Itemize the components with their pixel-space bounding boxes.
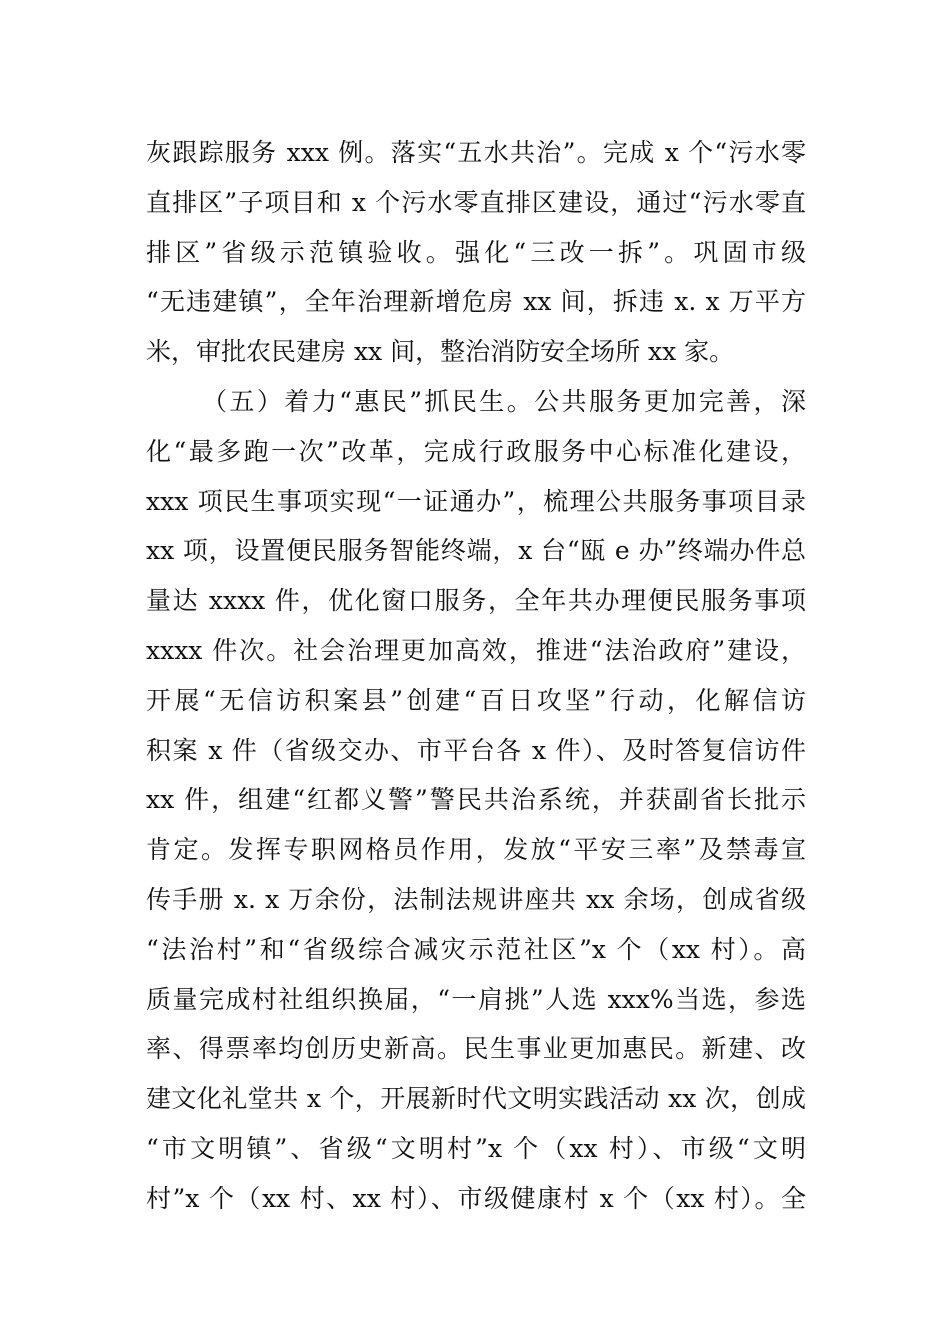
paragraph-1-line: 灰跟踪服务 xxx 例。落实“五水共治”。完成 x 个“污水零 (146, 138, 806, 167)
paragraph-2-line: 肯定。发挥专职网格员作用，发放“平安三率”及禁毒宣 (146, 835, 806, 865)
paragraph-2-line: xx 件，组建“红都义警”警民共治系统，并获副省长批示 (146, 785, 806, 815)
paragraph-2-line: “市文明镇”、省级“文明村”x 个（xx 村）、市级“文明 (146, 1133, 806, 1163)
paragraph-2-line: 开展“无信访积案县”创建“百日攻坚”行动，化解信访 (146, 685, 806, 715)
paragraph-1-line: 排区”省级示范镇验收。强化“三改一拆”。巩固市级 (146, 237, 806, 267)
paragraph-2-line: xxx 项民生事项实现“一证通办”，梳理公共服务事项目录 (146, 486, 806, 516)
paragraph-2-line: 量达 xxxx 件，优化窗口服务，全年共办理便民服务事项 (146, 586, 806, 616)
paragraph-2-line: 建文化礼堂共 x 个，开展新时代文明实践活动 xx 次，创成 (146, 1084, 806, 1114)
paragraph-2-line: 传手册 x. x 万余份，法制法规讲座共 xx 余场，创成省级 (146, 884, 806, 914)
paragraph-1-line: 米，审批农民建房 xx 间，整治消防安全场所 xx 家。 (146, 337, 735, 367)
paragraph-2-line: 村”x 个（xx 村、xx 村）、市级健康村 x 个（xx 村）。全 (146, 1183, 806, 1213)
paragraph-2-line: xxxx 件次。社会治理更加高效，推进“法治政府”建设， (146, 635, 806, 665)
paragraph-2-line: （五）着力“惠民”抓民生。公共服务更加完善，深 (202, 387, 806, 416)
paragraph-2-line: xx 项，设置便民服务智能终端，x 台“瓯 e 办”终端办件总 (146, 536, 806, 566)
paragraph-2-line: 化“最多跑一次”改革，完成行政服务中心标准化建设， (146, 436, 806, 466)
paragraph-2-line: 积案 x 件（省级交办、市平台各 x 件）、及时答复信访件 (146, 735, 806, 765)
paragraph-1-line: 直排区”子项目和 x 个污水零直排区建设，通过“污水零直 (146, 187, 806, 217)
paragraph-2-line: 质量完成村社组织换届，“一肩挑”人选 xxx%当选，参选 (146, 984, 806, 1014)
paragraph-2 (146, 377, 806, 1224)
paragraph-2-line: “法治村”和“省级综合减灾示范社区”x 个（xx 村）。高 (146, 934, 806, 964)
paragraph-1 (146, 128, 806, 377)
paragraph-1-line: “无违建镇”，全年治理新增危房 xx 间，拆违 x. x 万平方 (146, 287, 806, 317)
paragraph-2-line: 率、得票率均创历史新高。民生事业更加惠民。新建、改 (146, 1034, 806, 1064)
